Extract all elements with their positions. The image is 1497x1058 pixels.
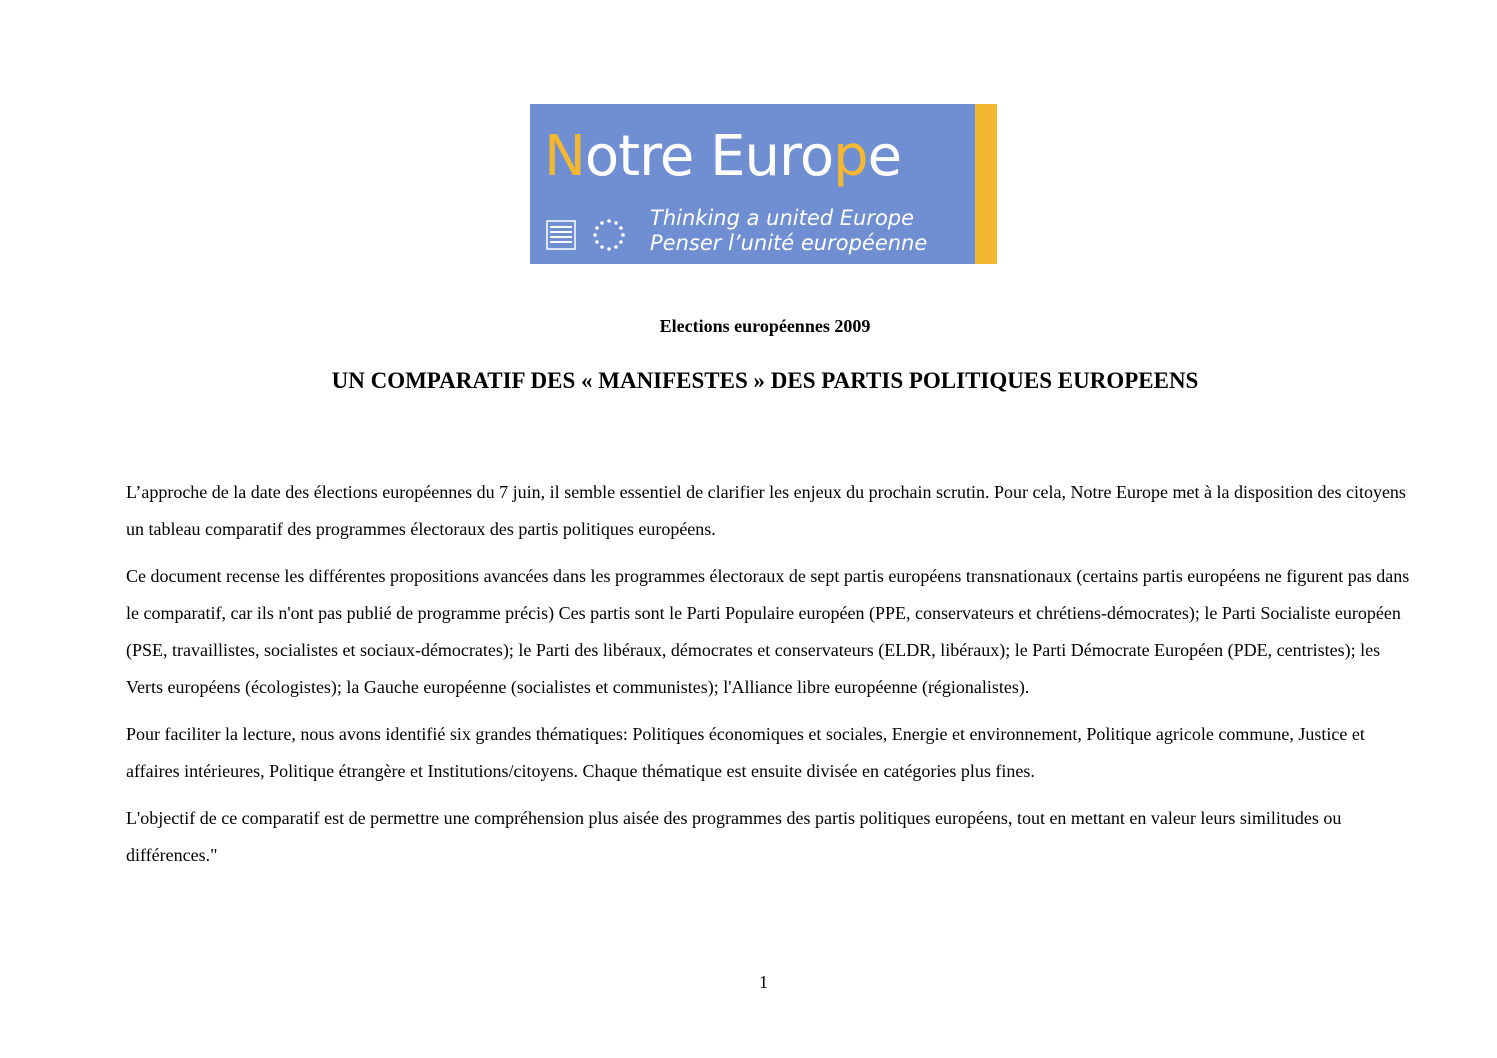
logo-tagline	[650, 206, 927, 256]
paragraph-objective: L'objectif de ce comparatif est de permettre une compréhension plus aisée des programmes des partis politiques européens, tout en mettant en valeur leurs similitudes ou différences."	[126, 808, 1342, 865]
paragraph-themes: Pour faciliter la lecture, nous avons identifié six grandes thématiques: Politiques économiques et sociales, Energie et environnement, Politique agricole commune, Justice et affaires intérieures, Politique étrangère et Institutions/citoyens. Chaque thématique est ensuite divisée en catégories plus fines.	[126, 724, 1365, 781]
paragraph-intro: L’approche de la date des élections européennes du 7 juin, il semble essentiel de clarifier les enjeux du prochain scrutin. Pour cela, Notre Europe met à la disposition des citoyens un tableau comparatif des programmes électoraux des partis politiques européens.	[126, 482, 1406, 539]
document-subtitle: Elections européennes 2009	[659, 316, 871, 336]
logo-tagline-fr: Penser l’unité européenne	[650, 231, 928, 255]
document-lines-icon	[546, 220, 576, 250]
document-title: UN COMPARATIF DES « MANIFESTES » DES PARTIS POLITIQUES EUROPEENS	[331, 368, 1199, 393]
logo-wordmark: Notre Europe	[544, 124, 902, 189]
logo-tagline-en: Thinking a united Europe	[650, 206, 915, 230]
page-number: 1	[759, 972, 768, 992]
eu-stars-icon	[592, 218, 626, 252]
logo-accent-bar	[975, 104, 997, 264]
document-body	[126, 474, 1416, 884]
paragraph-parties: Ce document recense les différentes propositions avancées dans les programmes électoraux de sept partis européens transnationaux (certains partis européens ne figurent pas dans le comparatif, car ils n'ont pas publié de programme précis) Ces partis sont le Parti Populaire européen (PPE, conservateurs et chrétiens-démocrates); le Parti Socialiste européen (PSE, travaillistes, socialistes et sociaux-démocrates); le Parti des libéraux, démocrates et conservateurs (ELDR, libéraux); le Parti Démocrate Européen (PDE, centristes); les Verts européens (écologistes); la Gauche européenne (socialistes et communistes); l'Alliance libre européenne (régionalistes).	[126, 566, 1410, 697]
notre-europe-logo	[530, 104, 997, 264]
